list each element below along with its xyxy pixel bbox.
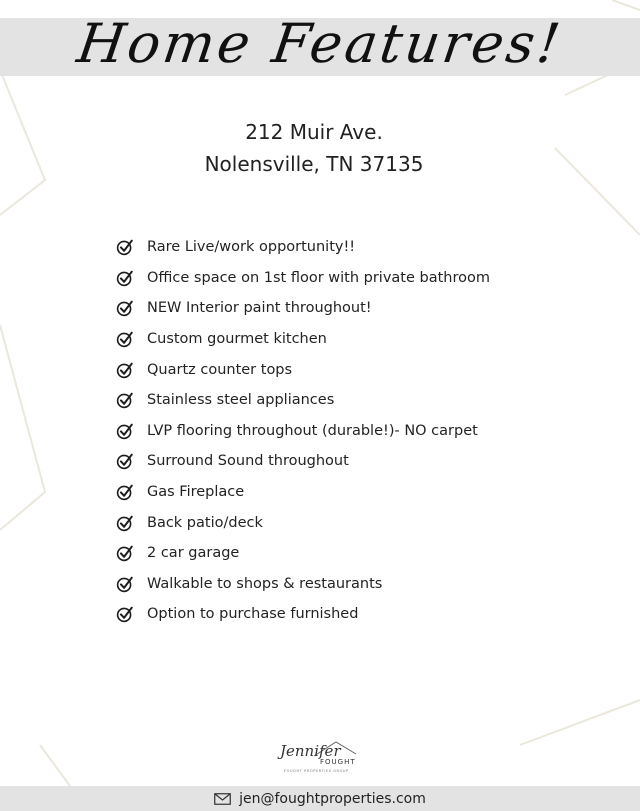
check-circle-icon xyxy=(116,605,134,623)
feature-label: 2 car garage xyxy=(147,545,240,562)
page-title: Home Features! xyxy=(73,12,567,75)
feature-label: Stainless steel appliances xyxy=(147,392,335,409)
property-address xyxy=(0,116,628,180)
check-circle-icon xyxy=(116,361,134,379)
feature-item xyxy=(116,232,490,263)
feature-label: Surround Sound throughout xyxy=(147,453,349,470)
company-logo xyxy=(276,738,360,776)
check-circle-icon xyxy=(116,483,134,501)
check-circle-icon xyxy=(116,575,134,593)
feature-item xyxy=(116,446,490,477)
feature-item xyxy=(116,599,490,630)
logo-wordmark: FOUGHT xyxy=(320,758,356,766)
feature-label: Back patio/deck xyxy=(147,514,263,531)
address-city: Nolensville, TN 37135 xyxy=(204,152,424,176)
feature-item xyxy=(116,416,490,447)
feature-item xyxy=(116,293,490,324)
check-circle-icon xyxy=(116,269,134,287)
footer-band xyxy=(0,786,640,811)
logo-tagline: FOUGHT PROPERTIES GROUP xyxy=(284,769,349,773)
feature-item xyxy=(116,354,490,385)
feature-label: Option to purchase furnished xyxy=(147,606,359,623)
address-street: 212 Muir Ave. xyxy=(245,120,383,144)
check-circle-icon xyxy=(116,330,134,348)
feature-item xyxy=(116,538,490,569)
check-circle-icon xyxy=(116,391,134,409)
feature-item xyxy=(116,477,490,508)
feature-item xyxy=(116,507,490,538)
check-circle-icon xyxy=(116,422,134,440)
feature-label: LVP flooring throughout (durable!)- NO carpet xyxy=(147,422,478,439)
feature-label: Quartz counter tops xyxy=(147,361,293,378)
feature-label: Gas Fireplace xyxy=(147,484,245,501)
feature-item xyxy=(116,569,490,600)
check-circle-icon xyxy=(116,238,134,256)
mail-icon xyxy=(214,793,231,805)
email-link[interactable]: jen@foughtproperties.com xyxy=(239,790,426,807)
feature-label: NEW Interior paint throughout! xyxy=(147,300,372,317)
logo-script-text: Jennifer xyxy=(280,742,341,760)
check-circle-icon xyxy=(116,452,134,470)
check-circle-icon xyxy=(116,544,134,562)
check-circle-icon xyxy=(116,299,134,317)
feature-item xyxy=(116,324,490,355)
feature-label: Office space on 1st floor with private bathroom xyxy=(147,269,490,286)
feature-item xyxy=(116,263,490,294)
feature-label: Rare Live/work opportunity!! xyxy=(147,239,356,256)
check-circle-icon xyxy=(116,514,134,532)
feature-label: Walkable to shops & restaurants xyxy=(147,575,383,592)
feature-label: Custom gourmet kitchen xyxy=(147,331,327,348)
feature-list xyxy=(116,232,490,630)
feature-item xyxy=(116,385,490,416)
